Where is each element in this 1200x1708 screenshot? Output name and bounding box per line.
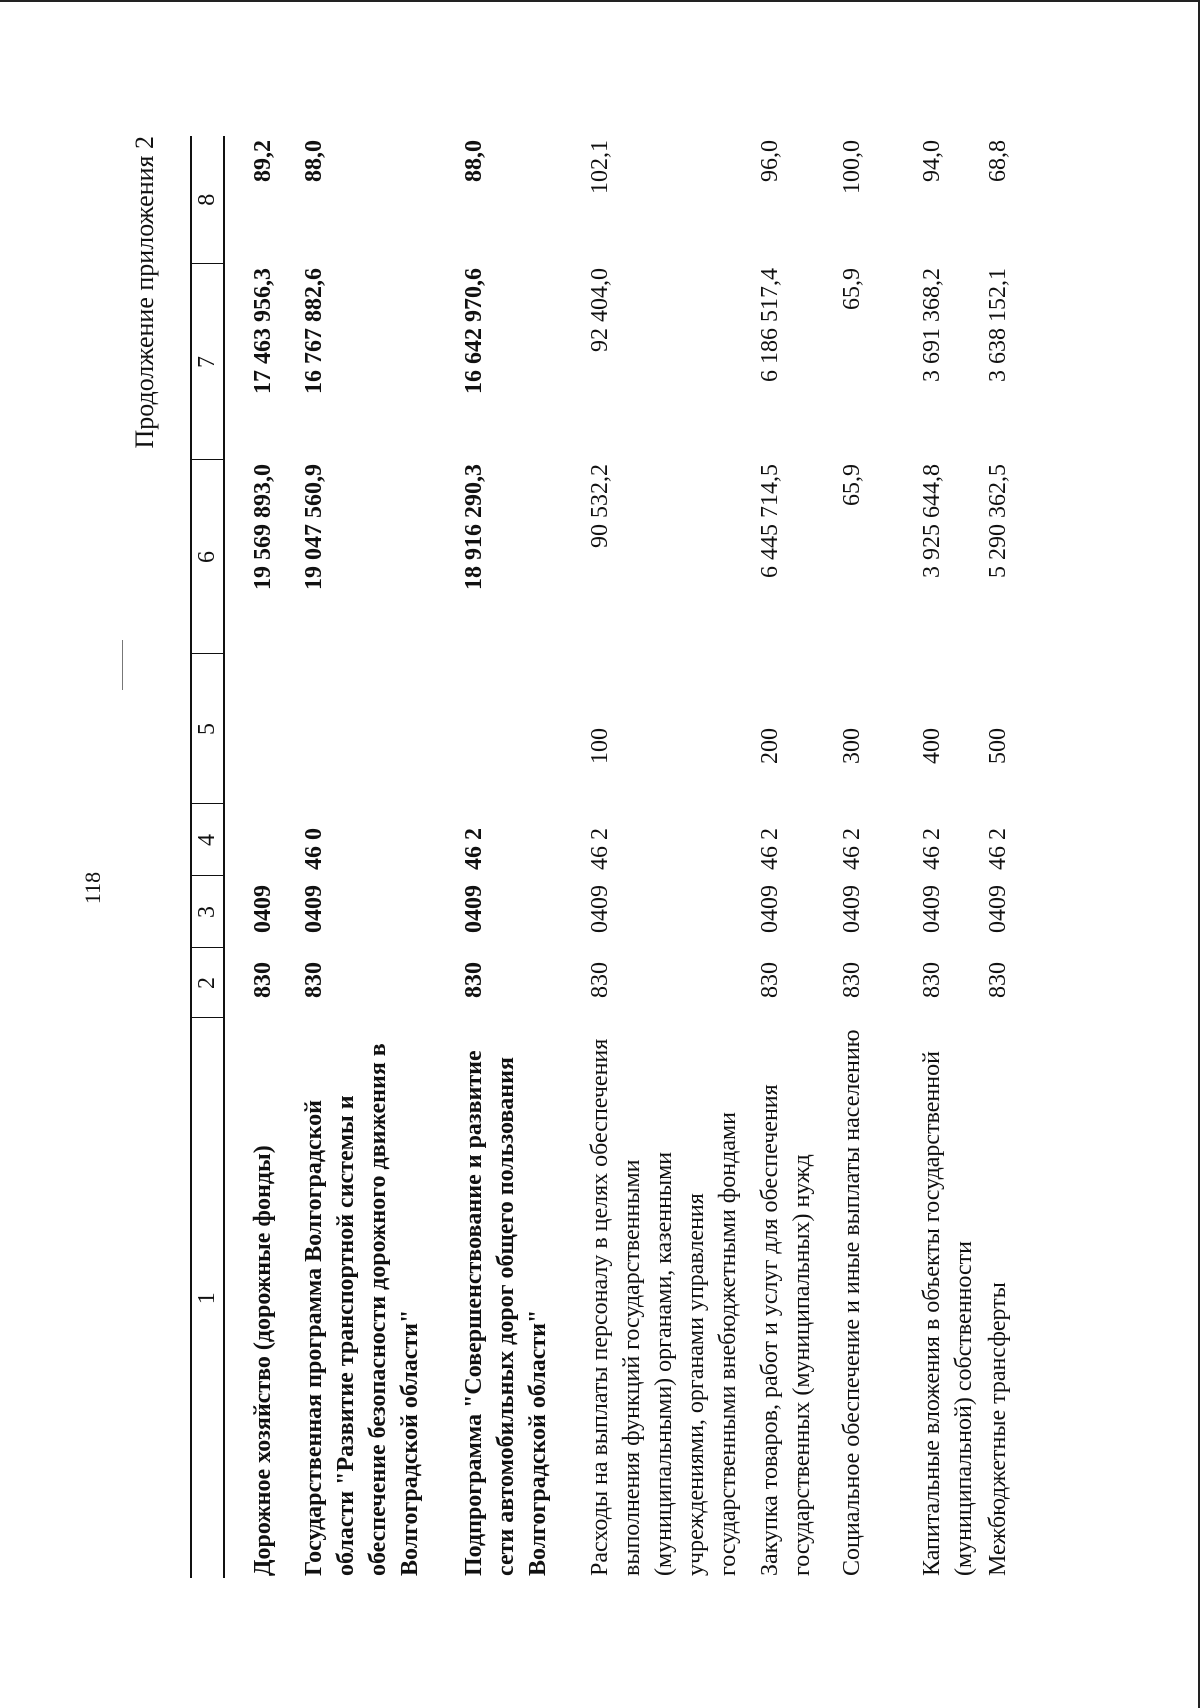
table-row bbox=[836, 136, 916, 1578]
cell-c2: 830 bbox=[839, 962, 865, 998]
cell-c2: 830 bbox=[250, 962, 276, 998]
cell-c7: 16 642 970,6 bbox=[461, 268, 487, 394]
cell-c5: 400 bbox=[919, 728, 945, 764]
row-label: Межбюджетные трансферты bbox=[985, 1282, 1011, 1576]
cell-c8: 102,1 bbox=[587, 140, 613, 194]
cell-c6: 90 532,2 bbox=[587, 464, 613, 548]
cell-c5: 100 bbox=[587, 728, 613, 764]
cell-c2: 830 bbox=[919, 962, 945, 998]
cell-c3: 0409 bbox=[461, 885, 487, 933]
cell-c5 bbox=[458, 654, 584, 804]
cell-c2: 830 bbox=[587, 962, 613, 998]
column-header: 2 bbox=[191, 948, 224, 1018]
cell-c7: 3 638 152,1 bbox=[985, 268, 1011, 382]
cell-c4: 46 2 bbox=[587, 828, 613, 870]
cell-c7: 17 463 956,3 bbox=[250, 268, 276, 394]
cell-c5 bbox=[224, 654, 298, 804]
table-row bbox=[584, 136, 754, 1578]
cell-c3: 0409 bbox=[839, 885, 865, 933]
column-header: 3 bbox=[191, 876, 224, 948]
cell-c4: 46 2 bbox=[839, 828, 865, 870]
cell-c7: 3 691 368,2 bbox=[919, 268, 945, 382]
cell-c5: 300 bbox=[839, 728, 865, 764]
cell-c8: 88,0 bbox=[461, 140, 487, 182]
table-row bbox=[754, 136, 836, 1578]
cell-c3: 0409 bbox=[250, 885, 276, 933]
cell-c4 bbox=[224, 804, 298, 876]
cell-c5: 500 bbox=[985, 728, 1011, 764]
cell-c6: 18 916 290,3 bbox=[461, 464, 487, 590]
column-header: 5 bbox=[191, 654, 224, 804]
cell-c8: 89,2 bbox=[250, 140, 276, 182]
cell-c3: 0409 bbox=[757, 885, 783, 933]
cell-c5: 200 bbox=[757, 728, 783, 764]
row-label: Подпрограмма "Совершенствование и развитие сети автомобильных дорог общего пользования Волгоградской области" bbox=[461, 1050, 551, 1576]
table-row bbox=[224, 136, 298, 1578]
cell-c3: 0409 bbox=[985, 885, 1011, 933]
cell-c7: 65,9 bbox=[839, 268, 865, 310]
budget-table bbox=[190, 136, 1042, 1578]
row-label: Капитальные вложения в объекты государственной (муниципальной) собственности bbox=[919, 1051, 977, 1576]
cell-c3: 0409 bbox=[919, 885, 945, 933]
cell-c6: 3 925 644,8 bbox=[919, 464, 945, 578]
cell-c2: 830 bbox=[757, 962, 783, 998]
page-number: 118 bbox=[80, 871, 105, 905]
column-header: 8 bbox=[191, 136, 224, 264]
cell-c8: 68,8 bbox=[985, 140, 1011, 182]
column-header: 7 bbox=[191, 264, 224, 460]
cell-c2: 830 bbox=[461, 962, 487, 998]
cell-c5 bbox=[298, 654, 458, 804]
table-row bbox=[916, 136, 982, 1578]
cell-c8: 100,0 bbox=[839, 140, 865, 194]
table-header-row bbox=[191, 136, 224, 1578]
row-label: Дорожное хозяйство (дорожные фонды) bbox=[250, 1145, 276, 1576]
column-header: 1 bbox=[191, 1018, 224, 1578]
cell-c6: 65,9 bbox=[839, 464, 865, 506]
row-label: Расходы на выплаты персоналу в целях обеспечения выполнения функций государственными (муниципальными) органами, казенными учреждениями, органами управления государственными внебюджетными фондами bbox=[587, 1038, 741, 1576]
column-header: 4 bbox=[191, 804, 224, 876]
cell-c2: 830 bbox=[301, 962, 327, 998]
cell-c7: 16 767 882,6 bbox=[301, 268, 327, 394]
cell-c8: 88,0 bbox=[301, 140, 327, 182]
table-row bbox=[458, 136, 584, 1578]
cell-c4: 46 2 bbox=[461, 828, 487, 870]
cell-c4: 46 0 bbox=[301, 828, 327, 870]
table-row bbox=[298, 136, 458, 1578]
column-header: 6 bbox=[191, 460, 224, 654]
cell-c6: 5 290 362,5 bbox=[985, 464, 1011, 578]
cell-c8: 96,0 bbox=[757, 140, 783, 182]
cell-c7: 6 186 517,4 bbox=[757, 268, 783, 382]
cell-c4: 46 2 bbox=[757, 828, 783, 870]
cell-c2: 830 bbox=[985, 962, 1011, 998]
cell-c6: 6 445 714,5 bbox=[757, 464, 783, 578]
table-row bbox=[982, 136, 1042, 1578]
table-body bbox=[224, 136, 1042, 1578]
continuation-label: Продолжение приложения 2 bbox=[130, 136, 159, 449]
cell-c3: 0409 bbox=[587, 885, 613, 933]
row-label: Государственная программа Волгоградской области "Развитие транспортной системы и обеспечение безопасности дорожного движения в Волгоградской области" bbox=[301, 1043, 423, 1576]
cell-c6: 19 047 560,9 bbox=[301, 464, 327, 590]
cell-c4: 46 2 bbox=[919, 828, 945, 870]
cell-c7: 92 404,0 bbox=[587, 268, 613, 352]
row-label: Закупка товаров, работ и услуг для обеспечения государственных (муниципальных) нужд bbox=[757, 1084, 815, 1576]
cell-c3: 0409 bbox=[301, 885, 327, 933]
row-label: Социальное обеспечение и иные выплаты населению bbox=[839, 1029, 865, 1576]
cell-c8: 94,0 bbox=[919, 140, 945, 182]
cell-c6: 19 569 893,0 bbox=[250, 464, 276, 590]
cell-c4: 46 2 bbox=[985, 828, 1011, 870]
